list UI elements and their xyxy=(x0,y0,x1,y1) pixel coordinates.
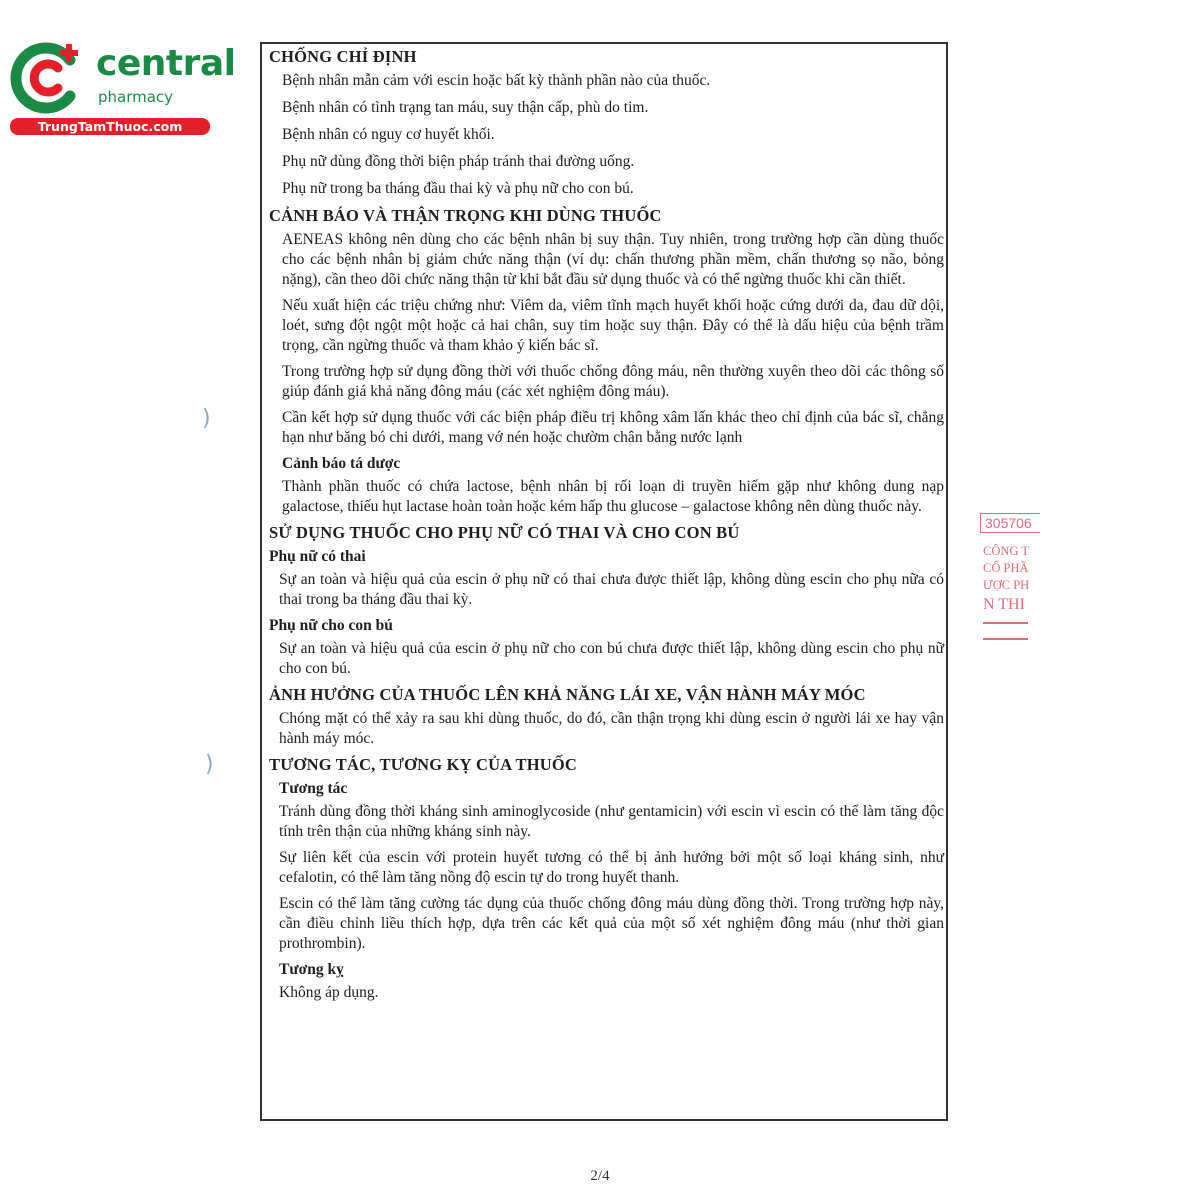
section-title-driving: ẢNH HƯỞNG CỦA THUỐC LÊN KHẢ NĂNG LÁI XE, VẬN HÀNH MÁY MÓC xyxy=(269,685,866,704)
paragraph: Thành phần thuốc có chứa lactose, bệnh nhân bị rối loạn di truyền hiếm gặp như không dung nạp galactose, thiếu hụt lactase hoàn toàn hoặc kém hấp thu glucose – galactose không nên dùng thuốc này. xyxy=(282,478,944,515)
paragraph: Escin có thể làm tăng cường tác dụng của thuốc chống đông máu dùng đồng thời. Trong trường hợp này, cần điều chỉnh liều thích hợp, dựa trên các kết quả của một số xét nghiệm đông máu (như thời gian prothrombin). xyxy=(279,895,944,952)
stamp-line: CỔ PHẦ xyxy=(983,561,1029,575)
contraindications-list xyxy=(269,71,944,199)
section-title-contraindications: CHỐNG CHỈ ĐỊNH xyxy=(269,47,417,66)
document-body xyxy=(269,44,944,1009)
list-item: Phụ nữ trong ba tháng đầu thai kỳ và phụ nữ cho con bú. xyxy=(282,180,634,197)
paragraph: Chóng mặt có thể xảy ra sau khi dùng thuốc, do đó, cần thận trọng khi dùng escin ở người lái xe hay vận hành máy móc. xyxy=(279,710,944,747)
company-stamp xyxy=(980,513,1040,663)
subsection-title-excipient: Cảnh báo tá dược xyxy=(282,455,401,472)
brand-subtitle: pharmacy xyxy=(98,88,174,106)
paragraph: Không áp dụng. xyxy=(279,984,379,1001)
section-title-interactions: TƯƠNG TÁC, TƯƠNG KỴ CỦA THUỐC xyxy=(269,755,578,774)
paragraph: Nếu xuất hiện các triệu chứng như: Viêm da, viêm tĩnh mạch huyết khối hoặc cứng dưới da, đau dữ dội, loét, sưng đột ngột một hoặc cả hai chân, suy tim hoặc suy thận. Đây có thể là dấu hiệu của bệnh trầm trọng, cần ngừng thuốc và tham khảo ý kiến bác sĩ. xyxy=(282,297,944,354)
scan-mark-icon: ) xyxy=(202,406,211,431)
list-item: Bệnh nhân có nguy cơ huyết khối. xyxy=(282,126,495,143)
section-title-pregnancy: SỬ DỤNG THUỐC CHO PHỤ NỮ CÓ THAI VÀ CHO CON BÚ xyxy=(269,523,740,542)
paragraph: Sự an toàn và hiệu quả của escin ở phụ nữ có thai chưa được thiết lập, không dùng escin cho phụ nữa có thai trong ba tháng đầu thai kỳ. xyxy=(279,571,944,608)
brand-name: central xyxy=(96,43,236,84)
paragraph: Sự an toàn và hiệu quả của escin ở phụ nữ cho con bú chưa được thiết lập, không dùng escin cho phụ nữ cho con bú. xyxy=(279,640,944,677)
subsection-title-interaction: Tương tác xyxy=(279,780,348,797)
stamp-line: ƯỢC PH xyxy=(983,578,1030,592)
stamp-line: CÔNG T xyxy=(983,544,1029,558)
brand-url[interactable]: TrungTamThuoc.com xyxy=(10,118,210,135)
paragraph: Trong trường hợp sử dụng đồng thời với thuốc chống đông máu, nên thường xuyên theo dõi các thông số giúp đánh giá khả năng đông máu (các xét nghiệm đông máu). xyxy=(282,363,944,400)
subsection-title-pregnant: Phụ nữ có thai xyxy=(269,548,366,565)
paragraph: Sự liên kết của escin với protein huyết tương có thể bị ảnh hưởng bởi một số loại kháng sinh, như cefalotin, có thể làm tăng nồng độ escin tự do trong huyết thanh. xyxy=(279,849,944,886)
paragraph: Tránh dùng đồng thời kháng sinh aminoglycoside (như gentamicin) với escin vì escin có thể làm tăng độc tính trên thận của những kháng sinh này. xyxy=(279,803,944,840)
page-number: 2/4 xyxy=(590,1168,610,1184)
brand-logo[interactable] xyxy=(10,38,236,138)
interactions-body xyxy=(269,779,944,1003)
scan-mark-icon: ) xyxy=(205,752,214,777)
pharmacy-logo-icon xyxy=(10,38,88,116)
paragraph: Cần kết hợp sử dụng thuốc với các biện pháp điều trị không xâm lấn khác theo chỉ định của bác sĩ, chẳng hạn như băng bó chi dưới, mang vớ nén hoặc chườm chân bằng nước lạnh xyxy=(282,409,944,446)
section-title-warnings: CẢNH BÁO VÀ THẬN TRỌNG KHI DÙNG THUỐC xyxy=(269,206,662,225)
subsection-title-nursing: Phụ nữ cho con bú xyxy=(269,617,393,634)
subsection-title-incompatibility: Tương kỵ xyxy=(279,961,344,978)
warnings-body xyxy=(269,230,944,517)
stamp-id: 305706 xyxy=(980,513,1040,533)
paragraph: AENEAS không nên dùng cho các bệnh nhân bị suy thận. Tuy nhiên, trong trường hợp cần dùng thuốc cho các bệnh nhân bị giảm chức năng thận (ví dụ: chấn thương phần mềm, chấn thương sọ não, bỏng nặng), cần theo dõi chức năng thận từ khi bắt đầu sử dụng thuốc và có thể ngừng thuốc khi cần thiết. xyxy=(282,231,944,288)
list-item: Bệnh nhân mẫn cảm với escin hoặc bất kỳ thành phần nào của thuốc. xyxy=(282,72,711,89)
stamp-line: N THI xyxy=(983,596,1025,613)
stamp-footer xyxy=(983,622,1028,640)
list-item: Bệnh nhân có tình trạng tan máu, suy thận cấp, phù do tim. xyxy=(282,99,649,116)
list-item: Phụ nữ dùng đồng thời biện pháp tránh thai đường uống. xyxy=(282,153,635,170)
